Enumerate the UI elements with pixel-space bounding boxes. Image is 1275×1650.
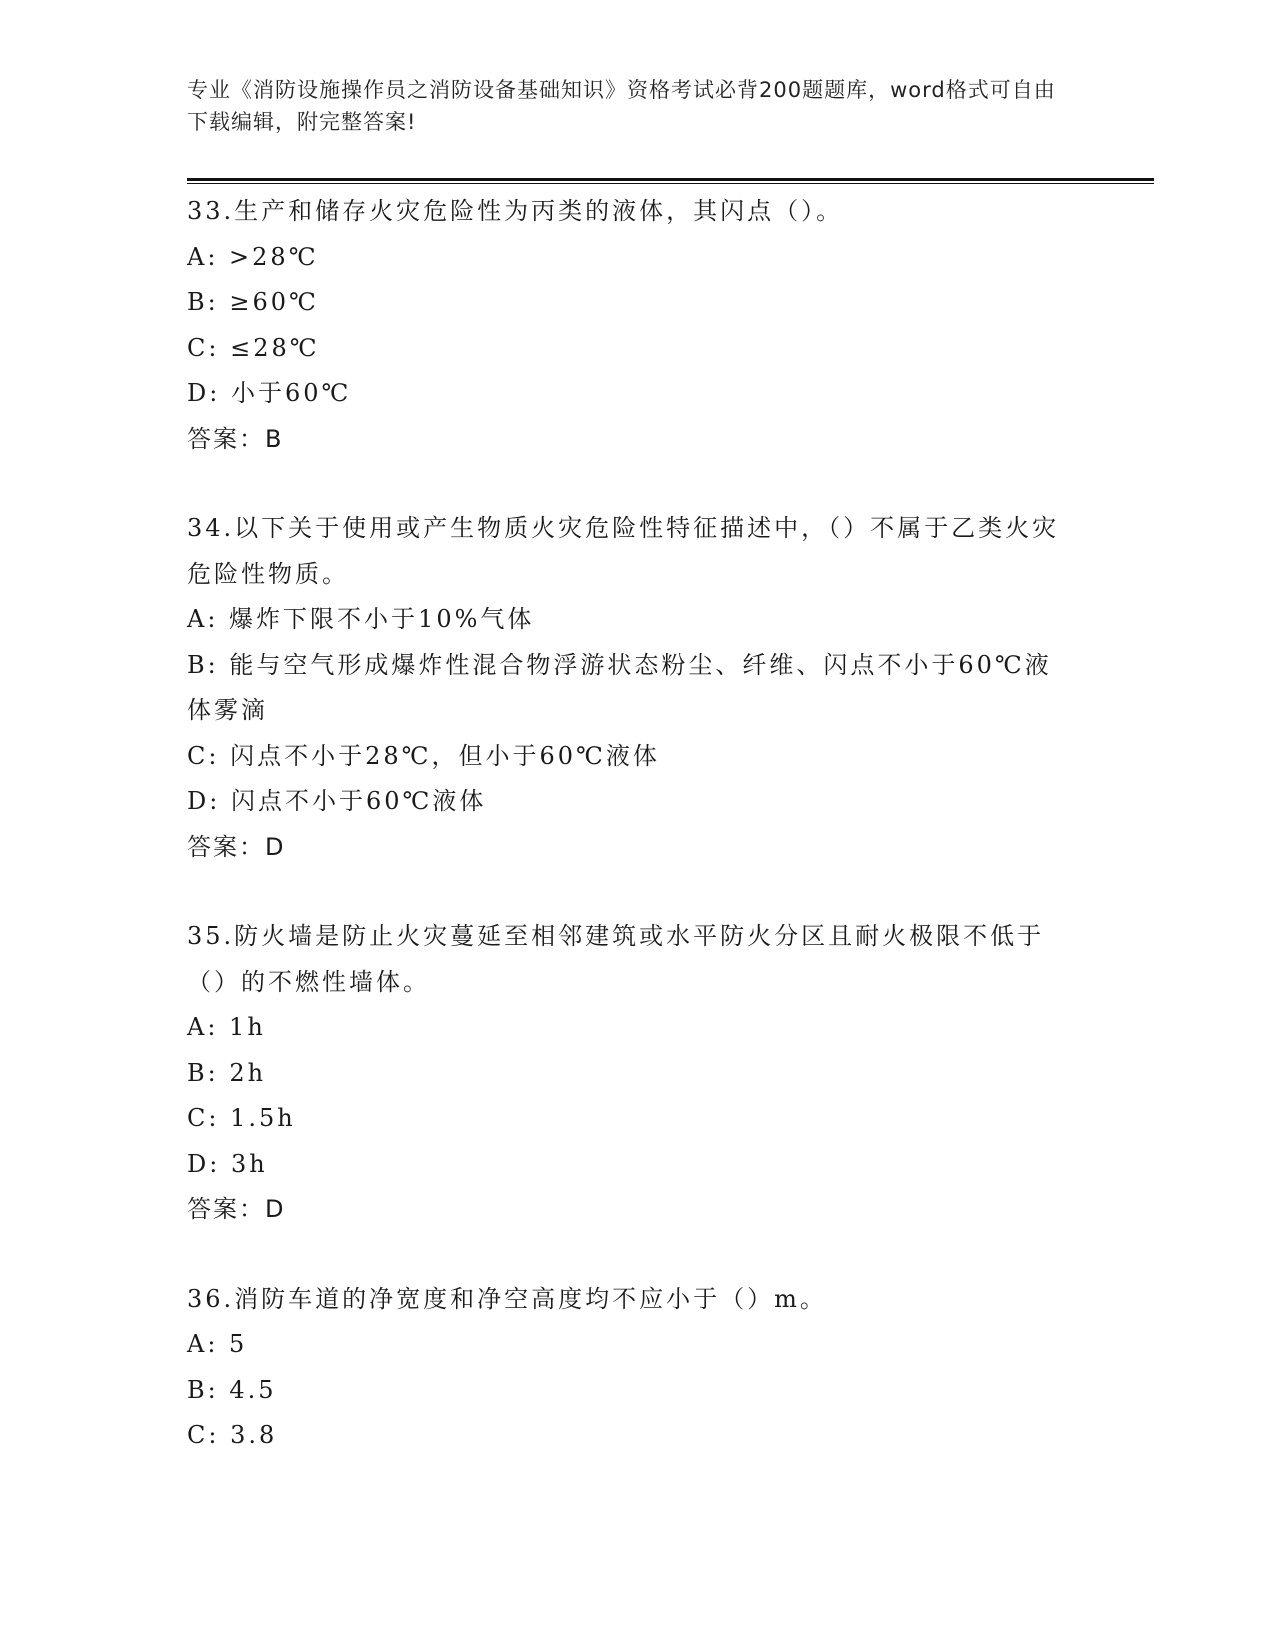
- question-36: [187, 1277, 1087, 1459]
- option-a: A: 1h: [187, 1013, 266, 1041]
- option-d: D: 闪点不小于60℃液体: [187, 787, 487, 815]
- document-header: 专业《消防设施操作员之消防设备基础知识》资格考试必背200题题库，word格式可自由下载编辑，附完整答案!: [187, 78, 1056, 134]
- option-c: C: 1.5h: [187, 1104, 296, 1132]
- question-33: [187, 189, 1087, 462]
- question-stem: 35.防火墙是防止火灾蔓延至相邻建筑或水平防火分区且耐火极限不低于（）的不燃性墙体。: [187, 922, 1045, 996]
- option-d: D: 小于60℃: [187, 379, 352, 407]
- question-list: [187, 189, 1087, 1459]
- option-b: B: 2h: [187, 1058, 267, 1087]
- option-a: A: 5: [187, 1330, 248, 1358]
- header-divider-thin: [187, 183, 1154, 184]
- option-b: B: 4.5: [187, 1375, 277, 1404]
- question-35: [187, 914, 1087, 1233]
- header-divider-thick: [187, 178, 1154, 181]
- answer-label: 答案：D: [187, 832, 286, 861]
- option-c: C: 闪点不小于28℃，但小于60℃液体: [187, 741, 660, 770]
- option-c: C: 3.8: [187, 1421, 278, 1449]
- answer-label: 答案：B: [187, 424, 284, 453]
- option-d: D: 3h: [187, 1149, 268, 1178]
- question-stem: 33.生产和储存火灾危险性为丙类的液体，其闪点（）。: [187, 197, 844, 225]
- question-stem: 36.消防车道的净宽度和净空高度均不应小于（）m。: [187, 1284, 827, 1313]
- option-a: A: >28℃: [187, 242, 319, 271]
- option-c: C: ≤28℃: [187, 333, 320, 362]
- option-b: B: ≥60℃: [187, 288, 319, 316]
- option-b: B: 能与空气形成爆炸性混合物浮游状态粉尘、纤维、闪点不小于60℃液体雾滴: [187, 650, 1052, 724]
- question-34: [187, 506, 1087, 870]
- question-stem: 34.以下关于使用或产生物质火灾危险性特征描述中，（）不属于乙类火灾危险性物质。: [187, 514, 1060, 588]
- answer-label: 答案：D: [187, 1195, 286, 1223]
- option-a: A: 爆炸下限不小于10%气体: [187, 605, 535, 633]
